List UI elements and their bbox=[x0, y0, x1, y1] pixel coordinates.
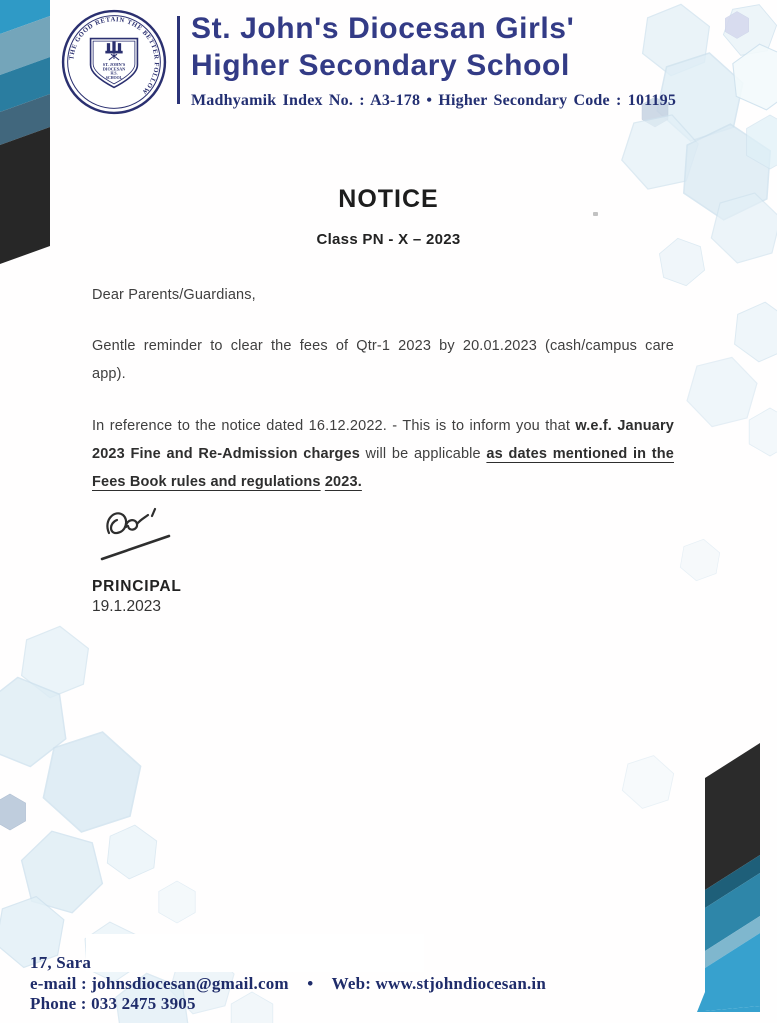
text-line bbox=[92, 468, 674, 496]
logo-shield-text: ST. JOHN'S bbox=[102, 62, 126, 68]
principal-label: PRINCIPAL bbox=[92, 578, 182, 595]
text-segment: as dates mentioned in the bbox=[486, 446, 674, 462]
scan-speck bbox=[593, 212, 598, 216]
footer-address-line: 17, Sara bbox=[30, 953, 92, 972]
text-segment: Fees Book rules and regulations bbox=[92, 474, 321, 490]
logo-motto-text: THE GOOD RETAIN THE BETTER FOLLOW bbox=[68, 16, 160, 96]
class-line: Class PN - X – 2023 bbox=[316, 231, 461, 248]
school-name-line1: St. John's Diocesan Girls' bbox=[191, 12, 575, 45]
logo-shield-text: SCHOOL bbox=[105, 75, 123, 80]
principal-signature bbox=[93, 505, 178, 567]
footer-email-web-line bbox=[30, 974, 546, 995]
logo-shield-text: H.S. bbox=[110, 71, 118, 76]
text-segment: 2023. bbox=[324, 474, 362, 490]
text-segment: Gentle reminder to clear the fees of Qtr-1 2023 by 20.01.2023 (cash/campus care bbox=[92, 338, 674, 354]
text-segment: app). bbox=[92, 366, 126, 382]
school-name-line2: Higher Secondary School bbox=[191, 49, 570, 82]
header-divider bbox=[177, 16, 180, 104]
text-line bbox=[92, 360, 674, 388]
text-line bbox=[92, 440, 674, 468]
web-label: Web: bbox=[331, 973, 372, 993]
index-code-line: Madhyamik Index No. : A3-178 • Higher Secondary Code : 101195 bbox=[191, 92, 677, 109]
footer-phone-line: Phone : 033 2475 3905 bbox=[30, 994, 196, 1013]
text-segment: w.e.f. January bbox=[575, 418, 674, 434]
text-segment: In reference to the notice dated 16.12.2022. - This is to inform you that bbox=[92, 418, 576, 434]
school-logo bbox=[60, 7, 168, 117]
salutation: Dear Parents/Guardians, bbox=[92, 287, 256, 303]
letterhead bbox=[191, 10, 751, 110]
web-address: www.stjohndiocesan.in bbox=[375, 973, 547, 993]
signature-date: 19.1.2023 bbox=[92, 598, 161, 615]
footer-contact-block bbox=[30, 953, 546, 1015]
email-address: johnsdiocesan@gmail.com bbox=[91, 973, 289, 993]
text-line bbox=[92, 332, 674, 360]
email-label: e-mail : bbox=[30, 973, 87, 993]
paragraph bbox=[92, 412, 674, 496]
text-line bbox=[92, 412, 674, 440]
corner-ribbon-top-left bbox=[0, 0, 56, 270]
text-segment: will be applicable bbox=[359, 446, 487, 462]
letter-body bbox=[92, 286, 674, 496]
logo-shield-text: DIOCESAN bbox=[102, 66, 126, 72]
text-segment: 2023 Fine and Re-Admission charges bbox=[92, 446, 360, 462]
notice-title: NOTICE bbox=[338, 185, 439, 213]
letter-paragraphs bbox=[92, 332, 674, 496]
footer-bullet: • bbox=[307, 973, 314, 993]
corner-ribbon-bottom-right bbox=[693, 740, 777, 1023]
paragraph bbox=[92, 332, 674, 388]
